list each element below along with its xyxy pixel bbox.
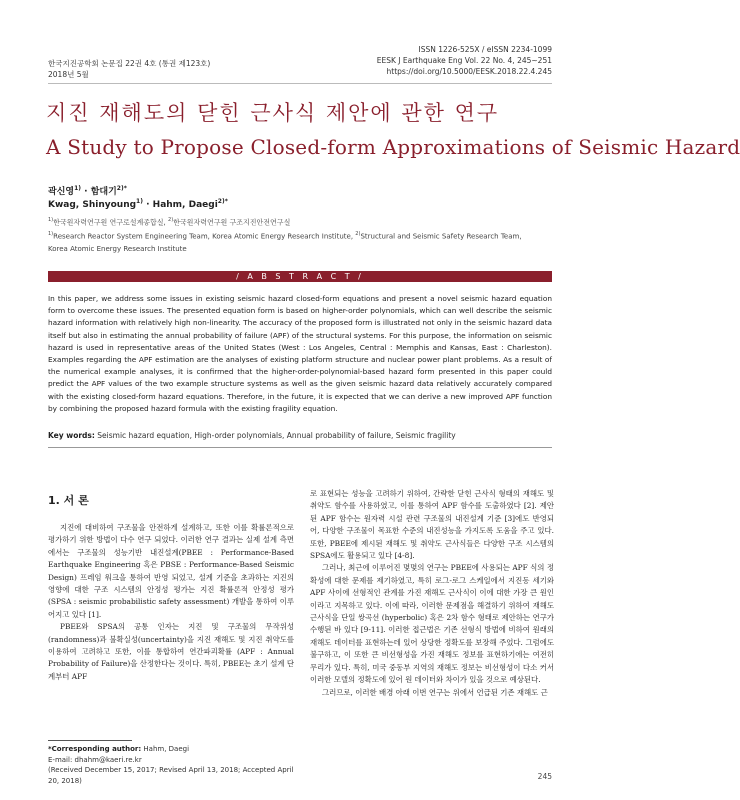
title-korean: 지진 재해도의 닫힌 근사식 제안에 관한 연구 xyxy=(46,101,500,125)
paragraph: 로 표현되는 성능을 고려하기 위하여, 간략한 닫힌 근사식 형태의 재해도 및 취약도 함수를 사용하였고, 이를 통하여 APF 함수를 도출하였다 [2]. 제안된 APF 함수는 원자력 시설 관련 구조물의 내진설계 기준 [3]에도 반영되어, 다양한 구조물이 목표한 수준의 내진성능을 가지도록 도움을 주고 있다. 또한, PBEE에 제시된 재해도 및 취약도 근사식들은 다양한 구조 시스템의 SPSA에도 활용되고 있다 [4-8]. xyxy=(310,489,554,561)
corresponding-author xyxy=(48,744,298,755)
paragraph: PBEE와 SPSA의 공통 인자는 지진 및 구조물의 무작위성 (randomness)과 불확실성(uncertainty)을 지진 재해도 및 지진 취약도를 이용하여 고려하고 또한, 이를 통합하여 연간파괴확률 (APF : Annual Probability of Failure)을 산정한다는 것이다. 특히, PBEE는 초기 설계 단계부터 APF xyxy=(48,622,294,681)
journal-volume-en: EESK J Earthquake Eng Vol. 22 No. 4, 245~251 xyxy=(376,56,552,65)
affil-en-1-sup: 1) xyxy=(48,231,54,238)
paragraph: 지진에 대비하여 구조물을 안전하게 설계하고, 또한 이를 확률론적으로 평가하기 위한 방법이 다수 연구 되었다. 이러한 연구 결과는 실제 설계 측면에서는 구조물의 성능기반 내진설계(PBEE : Performance-Based Earthquake Engineering 혹은 PBSE : Performance-Based Seismic Design) 프레임 워크을 통하여 반영 되었고, 설계 기준을 초과하는 지진의 영향에 대한 구조 시스템의 안정성 평가는 지진 확률론적 안정성 평가 (SPSA : seismic probabilistic safety assessment) 개발을 통하여 이루어지고 있다 [1]. xyxy=(48,523,294,619)
keywords-label: Key words: xyxy=(48,431,95,440)
affil-ko-1: 한국원자력연구원 연구로설계종합실, xyxy=(53,218,169,227)
footnote-divider xyxy=(48,740,132,741)
author-2-en: Hahm, Daegi xyxy=(152,200,218,210)
author-2-ko: 함대기 xyxy=(90,187,117,197)
affil-ko-2-sup: 2) xyxy=(168,217,174,223)
corresponding-label: *Corresponding author: xyxy=(48,745,142,753)
title-english: A Study to Propose Closed-form Approximations of Seismic Hazard xyxy=(46,135,740,159)
affil-en-2b: Korea Atomic Energy Research Institute xyxy=(48,244,187,253)
affiliations-english xyxy=(48,228,553,242)
header-divider xyxy=(48,83,552,84)
affiliations-korean xyxy=(48,214,553,228)
footnote xyxy=(48,744,298,786)
author-2-ko-sup: 2)* xyxy=(116,185,127,192)
abstract-heading: / A B S T R A C T / xyxy=(48,271,552,282)
issn-line: ISSN 1226-525X / eISSN 2234-1099 xyxy=(418,45,552,54)
author-separator: · xyxy=(142,200,153,210)
author-1-en-sup: 1) xyxy=(136,198,143,205)
journal-date-ko: 2018년 5월 xyxy=(48,70,89,79)
journal-header-en xyxy=(377,44,552,77)
affiliations xyxy=(48,214,553,255)
author-1-en: Kwag, Shinyoung xyxy=(48,200,137,210)
keywords-list: Seismic hazard equation, High-order polynomials, Annual probability of failure, Seismic fragility xyxy=(97,431,456,440)
affil-ko-2: 한국원자력연구원 구조지진안전연구실 xyxy=(173,218,291,227)
author-separator: · xyxy=(81,187,91,197)
body-column-left xyxy=(48,522,294,683)
paragraph: 그러나, 최근에 이루어진 몇몇의 연구는 PBEE에 사용되는 APF 식의 정확성에 대한 문제를 제기하였고, 특히 로그-로그 스케일에서 지진동 세기와 APF 사이에 선형적인 관계를 가진 재해도 근사식이 이에 대한 가장 큰 원인이라고 지목하고 있다. 이에 따라, 이러한 문제점을 해결하기 위하여 재해도 근사식을 단일 쌍곡선 (hyperbolic) 혹은 2차 함수 형태로 제안하는 연구가 수행된 바 있다 [9-11]. 이러한 접근법은 기존 선형식 방법에 비하여 원래의 재해도 데이터를 표현하는데 있어 상당한 정확도를 보장해 주었다. 그럼에도 불구하고, 이 또한 큰 비선형성을 가진 재해도 정보를 표현하기에는 여전히 무리가 있다. 특히, 미국 중동부 지역의 재해도 정보는 비선형성이 다소 커서 이러한 모델의 정확도에 있어 원 데이터와 차이가 있을 것으로 예상된다. xyxy=(310,563,554,685)
corresponding-email[interactable]: E-mail: dhahm@kaeri.re.kr xyxy=(48,755,142,764)
corresponding-name: Hahm, Daegi xyxy=(143,745,190,753)
doi-link[interactable]: https://doi.org/10.5000/EESK.2018.22.4.245 xyxy=(386,67,552,76)
page-number: 245 xyxy=(537,772,552,781)
authors-korean xyxy=(48,184,127,197)
authors-english xyxy=(48,198,228,210)
keywords xyxy=(48,431,456,440)
affil-ko-1-sup: 1) xyxy=(48,217,54,223)
journal-volume-ko: 한국지진공학회 논문집 22권 4호 (통권 제123호) xyxy=(48,59,211,68)
author-2-en-sup: 2)* xyxy=(217,198,228,205)
abstract-divider xyxy=(48,447,552,448)
affil-en-2-sup: 2) xyxy=(355,231,361,238)
author-1-ko: 곽신영 xyxy=(48,187,75,197)
author-1-ko-sup: 1) xyxy=(74,185,82,192)
journal-header-ko xyxy=(48,58,210,80)
affil-en-2a: Structural and Seismic Safety Research Team, xyxy=(360,232,522,241)
received-dates: (Received December 15, 2017; Revised April 13, 2018; Accepted April 20, 2018) xyxy=(48,766,294,785)
section-heading-introduction: 1. 서 론 xyxy=(48,494,89,507)
affil-en-1: Research Reactor System Engineering Team, Korea Atomic Energy Research Institute, xyxy=(53,232,356,241)
abstract-body: In this paper, we address some issues in existing seismic hazard closed-form equations and present a novel seismic hazard equation form to overcome these issues. The presented equation form is based on higher-order polynomials, which can well describe the seismic hazard information with relatively high non-linearity. The accuracy of the proposed form is illustrated not only in the seismic hazard data itself but also in estimating the annual probability of failure (APF) of the structural systems. For this purpose, the information on seismic hazard is used in representative areas of the United States (West : Los Angeles, Central : Memphis and Kansas, East : Charleston). Examples regarding the APF estimation are the analyses of existing platform structure and nuclear power plant problems. As a result of the numerical example analyses, it is confirmed that the higher-order-polynomial-based hazard form presented in this paper could predict the APF values of the two example structure systems as well as the given seismic hazard data relatively accurately compared with the existing closed-form hazard equations. Therefore, in the future, it is expected that we can derive a new improved APF function by combining the proposed hazard formula with the existing fragility equation. xyxy=(48,294,552,413)
body-column-right xyxy=(310,488,554,699)
paragraph: 그러므로, 이러한 배경 아래 이번 연구는 위에서 언급된 기존 재해도 근 xyxy=(322,687,548,697)
